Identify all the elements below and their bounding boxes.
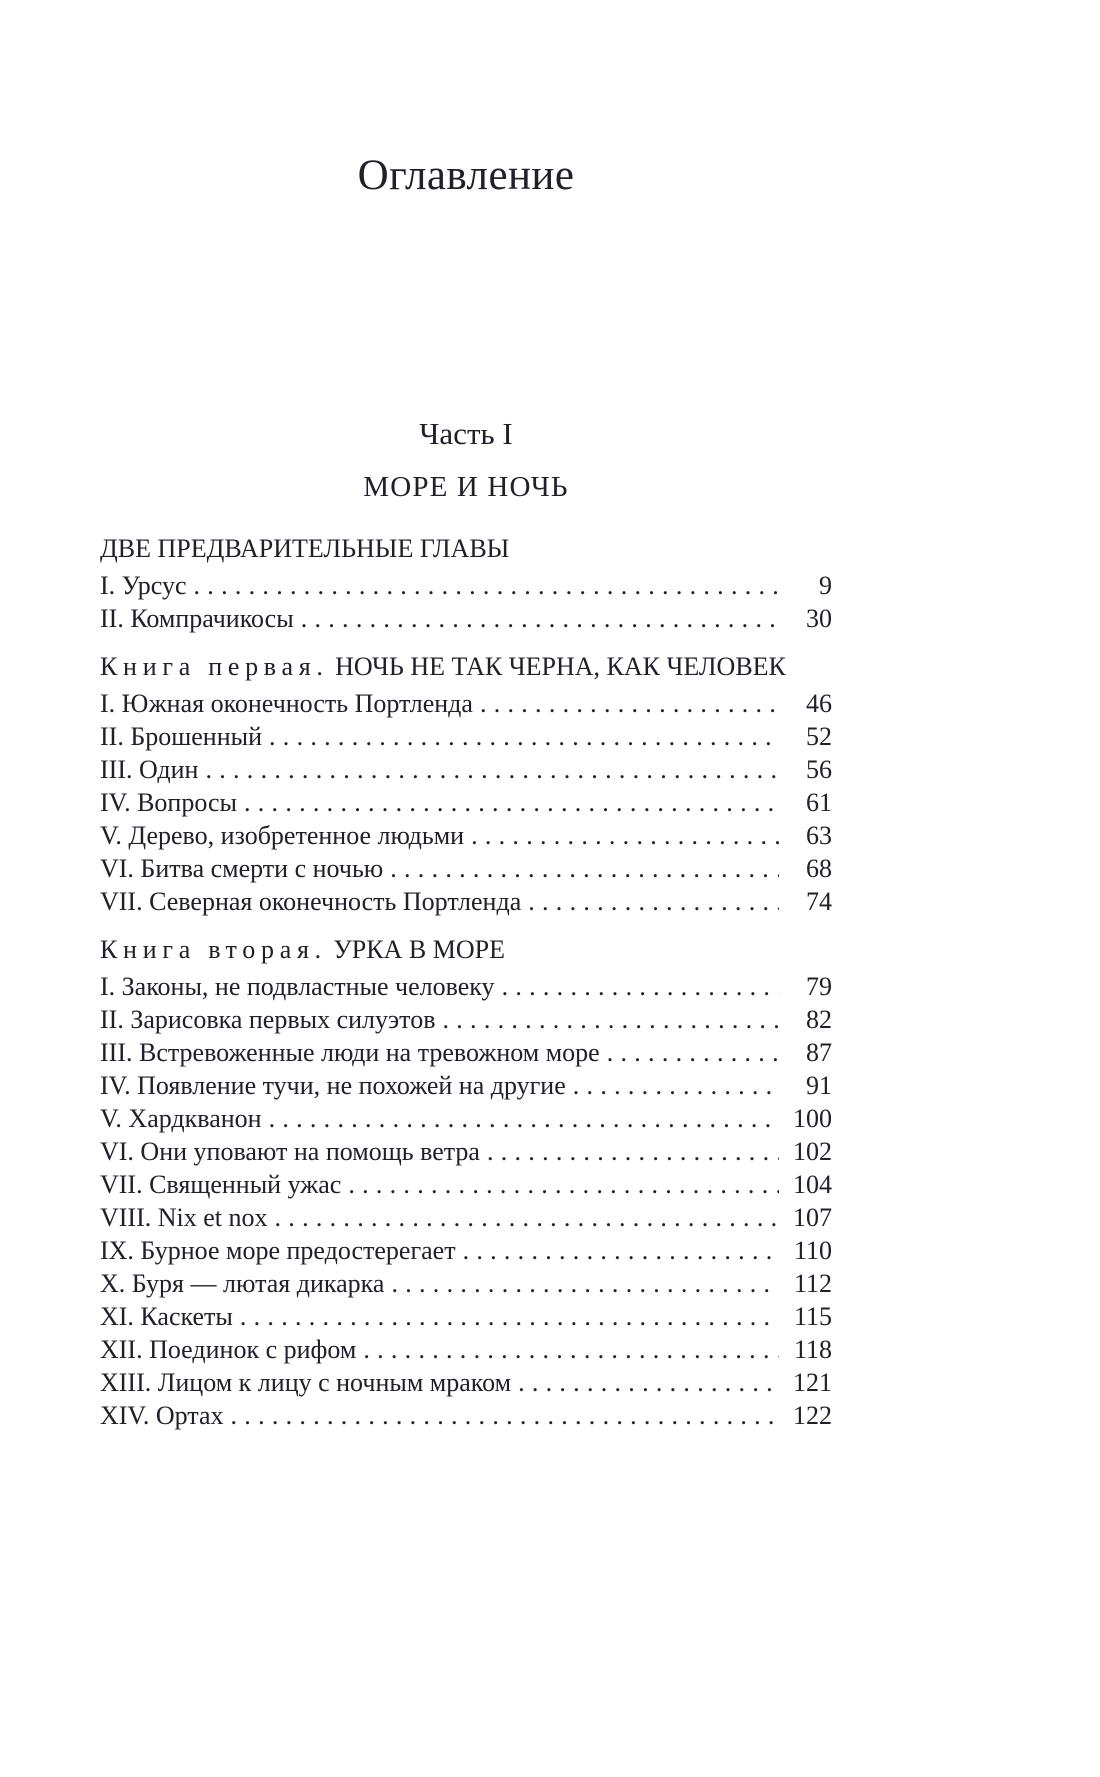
toc-entry-page: 30: [806, 604, 832, 633]
dot-leader: [435, 1003, 779, 1036]
dot-leader: [464, 819, 779, 852]
toc-entry-label: XIII. Лицом к лицу с ночным мраком: [100, 1368, 512, 1397]
toc-entry-label: XII. Поединок с рифом: [100, 1335, 357, 1364]
toc-entry-label: II. Брошенный: [100, 722, 263, 751]
dot-leader: [341, 1168, 779, 1201]
dot-leader: [198, 753, 779, 786]
section-heading-title: ДВЕ ПРЕДВАРИТЕЛЬНЫЕ ГЛАВЫ: [100, 534, 510, 563]
toc-entry-page: 46: [806, 689, 832, 718]
toc-entry-label: I. Южная оконечность Портленда: [100, 689, 473, 718]
toc-entry: [100, 753, 832, 786]
section-entries: [100, 970, 832, 1432]
toc-entry-label: II. Зарисовка первых силуэтов: [100, 1005, 436, 1034]
toc-entry: [100, 885, 832, 918]
dot-leader: [268, 1201, 779, 1234]
toc-entry-label: III. Встревоженные люди на тревожном море: [100, 1038, 600, 1067]
toc-entry-page: 63: [806, 821, 832, 850]
section-heading-prefix: Книга первая.: [100, 652, 329, 681]
toc-entry: [100, 569, 832, 602]
toc-entry: [100, 1201, 832, 1234]
toc-entry-label: I. Урсус: [100, 571, 187, 600]
toc-section: [100, 933, 832, 1432]
dot-leader: [384, 1267, 779, 1300]
toc-entry: [100, 1300, 832, 1333]
dot-leader: [473, 687, 779, 720]
dot-leader: [187, 569, 779, 602]
toc-entry: [100, 852, 832, 885]
section-heading-title: НОЧЬ НЕ ТАК ЧЕРНА, КАК ЧЕЛОВЕК: [335, 652, 786, 681]
toc-entry-label: X. Буря — лютая дикарка: [100, 1269, 385, 1298]
dot-leader: [521, 885, 779, 918]
dot-leader: [600, 1036, 779, 1069]
toc-entry-label: II. Компрачикосы: [100, 604, 294, 633]
section-heading: [100, 933, 832, 967]
dot-leader: [294, 602, 779, 635]
dot-leader: [233, 1300, 779, 1333]
toc-entry: [100, 819, 832, 852]
section-entries: [100, 687, 832, 918]
toc-entry-page: 61: [806, 788, 832, 817]
toc-entry-label: XI. Каскеты: [100, 1302, 233, 1331]
toc-entry-label: IV. Вопросы: [100, 788, 237, 817]
toc-entry-page: 122: [793, 1401, 832, 1430]
toc-entry-label: V. Хардкванон: [100, 1104, 262, 1133]
toc-entry-page: 121: [793, 1368, 832, 1397]
section-entries: [100, 569, 832, 635]
dot-leader: [566, 1069, 779, 1102]
toc-entry: [100, 1333, 832, 1366]
toc-entry-label: VI. Битва смерти с ночью: [100, 854, 384, 883]
toc-entry: [100, 1069, 832, 1102]
dot-leader: [383, 852, 779, 885]
toc-entry: [100, 1036, 832, 1069]
toc-entry-page: 104: [793, 1170, 832, 1199]
dot-leader: [511, 1366, 779, 1399]
toc-entry-page: 52: [806, 722, 832, 751]
toc-entry-page: 110: [793, 1236, 832, 1265]
toc-section: [100, 532, 832, 635]
toc-entry-page: 56: [806, 755, 832, 784]
toc-entry: [100, 720, 832, 753]
toc-entry: [100, 1168, 832, 1201]
toc-entry: [100, 786, 832, 819]
toc-entry-page: 74: [806, 887, 832, 916]
toc-entry-label: V. Дерево, изобретенное людьми: [100, 821, 465, 850]
toc-entry: [100, 1399, 832, 1432]
dot-leader: [262, 1102, 779, 1135]
dot-leader: [495, 970, 779, 1003]
toc-entry-page: 100: [793, 1104, 832, 1133]
toc-entry: [100, 687, 832, 720]
dot-leader: [356, 1333, 779, 1366]
part-title: МОРЕ И НОЧЬ: [363, 471, 569, 503]
dot-leader: [480, 1135, 779, 1168]
toc-entry: [100, 1366, 832, 1399]
section-heading: [100, 650, 832, 684]
toc-entry: [100, 1267, 832, 1300]
toc-entry-page: 107: [793, 1203, 832, 1232]
toc-entry-page: 82: [806, 1005, 832, 1034]
toc-entry-page: 115: [793, 1302, 832, 1331]
toc-entry-label: VII. Священный ужас: [100, 1170, 342, 1199]
toc-entry-label: VII. Северная оконечность Портленда: [100, 887, 522, 916]
toc-entry-page: 112: [793, 1269, 832, 1298]
dot-leader: [456, 1234, 779, 1267]
dot-leader: [224, 1399, 779, 1432]
toc-entry-label: IX. Бурное море предостерегает: [100, 1236, 456, 1265]
toc-section: [100, 650, 832, 918]
page-content: [100, 0, 832, 1432]
toc-entry-page: 102: [793, 1137, 832, 1166]
toc-entry: [100, 602, 832, 635]
part-label: Часть I: [419, 416, 513, 451]
toc-entry-label: XIV. Ортах: [100, 1401, 224, 1430]
section-heading: [100, 532, 832, 566]
section-heading-title: УРКА В МОРЕ: [333, 935, 505, 964]
toc-entry-label: I. Законы, не подвластные человеку: [100, 972, 495, 1001]
section-heading-prefix: Книга вторая.: [100, 935, 327, 964]
toc-sections: [100, 532, 832, 1432]
toc-entry-label: VIII. Nix et nox: [100, 1203, 268, 1232]
toc-entry-page: 91: [806, 1071, 832, 1100]
toc-entry-label: IV. Появление тучи, не похожей на другие: [100, 1071, 566, 1100]
toc-entry-label: VI. Они уповают на помощь ветра: [100, 1137, 480, 1166]
toc-entry-page: 9: [819, 571, 832, 600]
toc-entry-page: 68: [806, 854, 832, 883]
toc-entry-label: III. Один: [100, 755, 199, 784]
toc-entry-page: 118: [793, 1335, 832, 1364]
toc-entry: [100, 1003, 832, 1036]
page-title: Оглавление: [357, 152, 575, 199]
dot-leader: [237, 786, 779, 819]
dot-leader: [262, 720, 779, 753]
toc-entry-page: 79: [806, 972, 832, 1001]
toc-entry: [100, 1234, 832, 1267]
toc-entry-page: 87: [806, 1038, 832, 1067]
toc-entry: [100, 1135, 832, 1168]
toc-entry: [100, 970, 832, 1003]
toc-entry: [100, 1102, 832, 1135]
